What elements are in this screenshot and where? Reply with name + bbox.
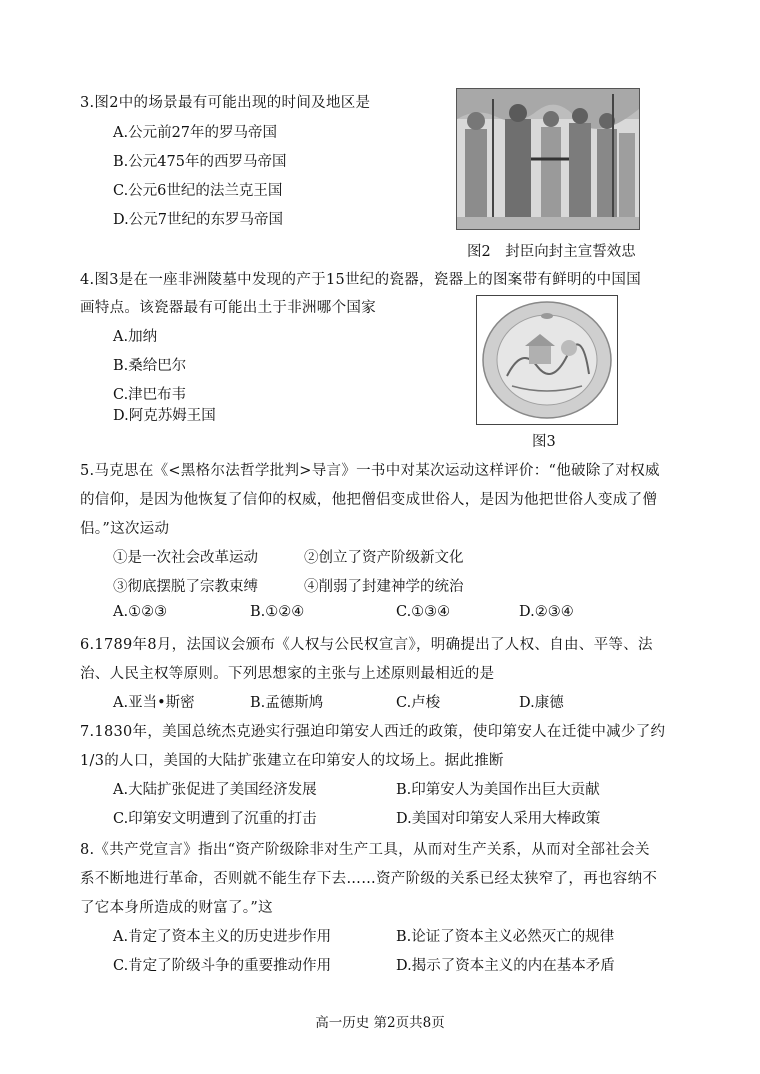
q7-option-a: A.大陆扩张促进了美国经济发展 [113,782,317,798]
q5-stem-line-2: 的信仰，是因为他恢复了信仰的权威，他把僧侣变成世俗人，是因为他把世俗人变成了僧 [80,492,658,508]
q8-option-d: D.揭示了资本主义的内在基本矛盾 [396,958,615,974]
q4-stem-line-1: 4.图3是在一座非洲陵墓中发现的产于15世纪的瓷器，瓷器上的图案带有鲜明的中国国 [80,272,642,288]
q4-option-b: B.桑给巴尔 [113,358,187,374]
q3-option-a: A.公元前27年的罗马帝国 [113,125,278,141]
q5-item-3: ③彻底摆脱了宗教束缚 [113,579,258,595]
q6-option-a: A.亚当•斯密 [113,695,195,711]
q5-item-4: ④削弱了封建神学的统治 [304,579,464,595]
figure-2-caption: 图2 封臣向封主宣誓效忠 [467,244,636,260]
q4-option-c: C.津巴布韦 [113,387,187,403]
q4-stem-line-2: 画特点。该瓷器最有可能出土于非洲哪个国家 [80,300,376,316]
q5-stem-line-1: 5.马克思在《<黑格尔法哲学批判>导言》一书中对某次运动这样评价：“他破除了对权威 [80,463,660,479]
q3-option-d: D.公元7世纪的东罗马帝国 [113,212,283,228]
q6-option-c: C.卢梭 [396,695,441,711]
q3-stem: 3.图2中的场景最有可能出现的时间及地区是 [80,95,371,111]
q5-stem-line-3: 侣。”这次运动 [80,521,170,537]
figure-3-caption: 图3 [532,434,556,450]
q5-option-d: D.②③④ [519,604,574,620]
q7-option-b: B.印第安人为美国作出巨大贡献 [396,782,600,798]
page-footer: 高一历史 第2页共8页 [315,1015,445,1031]
q7-stem-line-1: 7.1830年，美国总统杰克逊实行强迫印第安人西迁的政策，使印第安人在迁徙中减少了约 [80,724,666,740]
q6-stem-line-2: 治、人民主权等原则。下列思想家的主张与上述原则最相近的是 [80,666,495,682]
q8-stem-line-1: 8.《共产党宣言》指出“资产阶级除非对生产工具，从而对生产关系，从而对全部社会关 [80,842,650,858]
q7-stem-line-2: 1/3的人口，美国的大陆扩张建立在印第安人的坟场上。据此推断 [80,753,504,769]
porcelain-plate-illustration [477,296,617,424]
q4-option-d: D.阿克苏姆王国 [113,408,216,424]
q6-stem-line-1: 6.1789年8月，法国议会颁布《人权与公民权宣言》，明确提出了人权、自由、平等、法 [80,637,653,653]
q3-option-b: B.公元475年的西罗马帝国 [113,154,287,170]
q8-option-b: B.论证了资本主义必然灭亡的规律 [396,929,615,945]
q7-option-c: C.印第安文明遭到了沉重的打击 [113,811,317,827]
q5-option-a: A.①②③ [113,604,168,620]
figure-2-image [456,88,640,230]
q8-option-a: A.肯定了资本主义的历史进步作用 [113,929,332,945]
q8-stem-line-3: 了它本身所造成的财富了。”这 [80,900,273,916]
q5-item-2: ②创立了资产阶级新文化 [304,550,464,566]
q5-option-c: C.①③④ [396,604,451,620]
vassal-oath-illustration [457,89,639,229]
figure-3-image [476,295,618,425]
q5-option-b: B.①②④ [250,604,305,620]
q7-option-d: D.美国对印第安人采用大棒政策 [396,811,601,827]
q8-option-c: C.肯定了阶级斗争的重要推动作用 [113,958,332,974]
q8-stem-line-2: 系不断地进行革命，否则就不能生存下去……资产阶级的关系已经太狭窄了，再也容纳不 [80,871,658,887]
q6-option-b: B.孟德斯鸠 [250,695,324,711]
q6-option-d: D.康德 [519,695,564,711]
q4-option-a: A.加纳 [113,329,158,345]
q3-option-c: C.公元6世纪的法兰克王国 [113,183,283,199]
q5-item-1: ①是一次社会改革运动 [113,550,258,566]
